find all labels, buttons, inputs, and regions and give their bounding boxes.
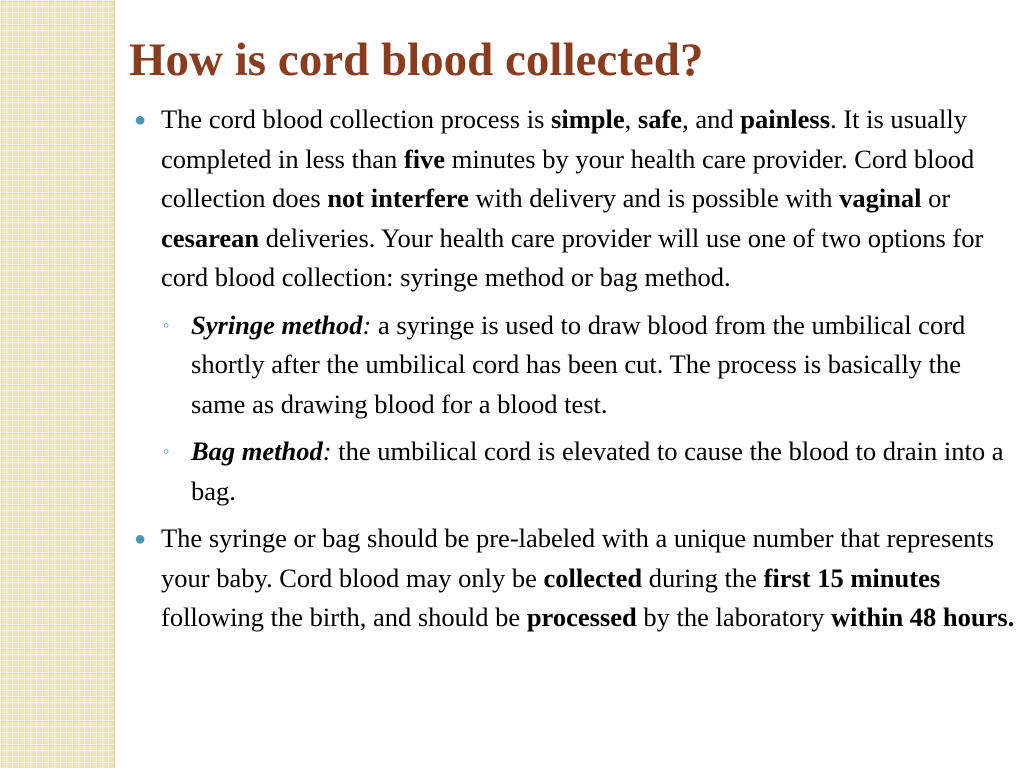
bold-run: vaginal xyxy=(839,183,922,213)
sub-bullet-item-1 xyxy=(133,306,1018,425)
text-run: by the laboratory xyxy=(636,602,832,632)
decorative-side-pattern xyxy=(0,0,113,768)
slide-body xyxy=(133,100,1018,638)
text-run: . It is usually completed in less than xyxy=(161,104,967,174)
bold-run: first 15 minutes xyxy=(763,562,941,593)
bullet-dot-icon: ● xyxy=(134,109,147,131)
bold-run: processed xyxy=(526,602,637,632)
bullet-dot-icon: ● xyxy=(134,528,147,550)
text-run: The syringe or bag should be pre-labeled with a unique number that represents your baby. Cord blood may only be xyxy=(161,523,995,593)
text-run: the umbilical cord is elevated to cause the blood to drain into a bag. xyxy=(191,436,1004,506)
text-run: following the birth, and should be xyxy=(161,602,527,632)
bold-run: five xyxy=(403,143,446,174)
sub-bullet-colon: : xyxy=(362,309,372,340)
sub-bullet-label: Syringe method xyxy=(191,309,363,340)
bold-run: collected xyxy=(543,562,643,593)
text-run: , xyxy=(624,104,638,134)
bold-run: cesarean xyxy=(161,222,260,253)
bullet-item-2 xyxy=(133,519,1018,638)
circle-bullet-icon: ◦ xyxy=(163,441,170,461)
text-run: minutes by your health care provider. Cord blood collection does xyxy=(161,143,975,213)
bullet-item-1 xyxy=(133,100,1018,298)
text-run: with delivery and is possible with xyxy=(468,183,840,213)
sub-bullet-colon: : xyxy=(322,436,332,466)
sub-bullet-label: Bag method xyxy=(191,436,323,466)
sub-bullet-item-2 xyxy=(133,432,1018,511)
bold-run: simple xyxy=(551,104,625,134)
side-divider-line xyxy=(113,0,115,768)
bold-run: within 48 hours. xyxy=(831,602,1015,632)
bullet-2-text xyxy=(161,523,1014,632)
text-run: or xyxy=(921,183,951,213)
sub-bullet-1-text xyxy=(191,310,965,419)
bold-run: safe xyxy=(637,104,683,134)
bold-run: not interfere xyxy=(327,183,469,213)
bullet-1-text xyxy=(161,104,983,292)
text-run: during the xyxy=(642,562,764,593)
text-run: , and xyxy=(682,104,741,134)
sub-bullet-2-text xyxy=(191,436,1003,506)
text-run: a syringe is used to draw blood from the umbilical cord shortly after the umbilical cord has been cut. The process is basically the same as drawing blood for a blood test. xyxy=(191,309,966,419)
bold-run: painless xyxy=(740,104,831,134)
text-run: The cord blood collection process is xyxy=(161,104,552,134)
text-run: deliveries. Your health care provider will use one of two options for cord blood collection: syringe method or bag method. xyxy=(161,222,984,292)
slide-title: How is cord blood collected? xyxy=(129,34,704,86)
circle-bullet-icon: ◦ xyxy=(163,314,170,335)
